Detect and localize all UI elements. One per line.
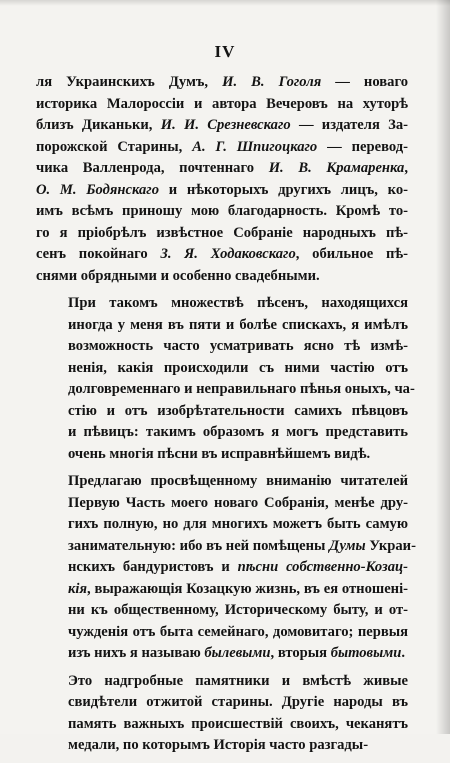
text-line: [36, 536, 416, 558]
text-line: [36, 422, 408, 444]
text-line: [36, 137, 408, 159]
text-line: [36, 201, 408, 223]
text-run: — новаго: [321, 74, 408, 90]
text-run: ,: [404, 160, 409, 176]
text-line: [36, 266, 408, 288]
text-line: [36, 514, 408, 536]
italic-name: И. И. Срезневскаго: [160, 117, 291, 133]
text-line: [36, 72, 408, 94]
italic-name: И. В. Крамаренка: [268, 160, 405, 176]
text-run: ненія, какія происходили съ ними частію отъ: [68, 359, 408, 376]
text-run: чужденія отъ быта семейнаго, домовитаго; первыя: [68, 623, 408, 640]
text-line: [36, 158, 408, 180]
text-line: [36, 336, 408, 358]
text-run: , обильное пѣ-: [295, 246, 408, 262]
text-run: Предлагаю просвѣщенному вниманію читателей: [68, 473, 408, 489]
italic-name: З. Я. Ходаковскаго: [160, 246, 296, 262]
italic-name: Думы: [329, 537, 366, 554]
text-run: — издателя За-: [290, 117, 408, 133]
text-run: имъ всѣмъ приношу мою благодарность. Кромѣ то-: [36, 203, 408, 219]
text-run: .: [401, 645, 405, 661]
text-run: занимательную: ибо въ ней помѣщены: [68, 537, 330, 554]
text-run: Первую Часть моего новаго Собранія, менѣе дру-: [68, 494, 408, 511]
page-body-text: [36, 72, 416, 763]
text-run: память важныхъ происшествій своихъ, чеканятъ: [68, 715, 408, 732]
text-run: порожской Старины,: [36, 138, 193, 155]
text-run: чика Валленрода, почтеннаго: [36, 160, 269, 176]
paragraph-1: [36, 72, 408, 287]
text-line: [36, 315, 408, 337]
text-run: — перевод-: [317, 138, 408, 155]
text-run: , выражающія Козацкую жизнь, въ ея отношені-: [86, 580, 408, 597]
text-run: медали, по которымъ Исторія часто разгады-: [68, 737, 369, 753]
text-run: сенъ покойнаго: [36, 246, 161, 262]
text-line: [36, 735, 408, 757]
text-line: [36, 115, 408, 137]
text-line: [36, 244, 408, 266]
text-run: Украи-: [365, 537, 416, 554]
page-edge-shadow: [436, 0, 450, 734]
text-line: [36, 557, 408, 579]
text-line: [36, 471, 408, 493]
text-line: [36, 579, 408, 601]
text-line: [36, 293, 408, 315]
text-line: [36, 692, 408, 714]
text-line: [36, 600, 408, 622]
text-run: , вторыя: [270, 645, 331, 661]
text-run: гихъ полную, но для многихъ можетъ быть самую: [68, 516, 408, 532]
text-run: нскихъ бандуристовъ и: [68, 559, 238, 575]
text-run: снями обрядными и особенно свадебными.: [36, 267, 320, 284]
text-run: стію и отъ изобрѣтательности самихъ пѣвцовъ: [68, 402, 408, 419]
text-run: историка Малороссіи и автора Вечеровъ на хуторѣ: [36, 95, 408, 112]
text-line: [36, 493, 408, 515]
text-run: близъ Диканьки,: [36, 117, 161, 133]
text-run: долговременнаго и неправильнаго пѣнья оныхъ, ча-: [68, 381, 415, 397]
paragraph-3: [36, 471, 416, 665]
page-number: IV: [214, 42, 236, 61]
text-line: [36, 671, 408, 693]
text-run: свидѣтели отжитой старины. Другіе народы въ: [68, 694, 408, 710]
page-top-shadow: [0, 0, 450, 6]
text-run: го я пріобрѣлъ извѣстное Собраніе народныхъ пѣ-: [36, 224, 408, 241]
text-run: и пѣвицъ: такимъ образомъ я могъ представить: [68, 424, 408, 440]
text-run: очень многія пѣсни въ исправнѣйшемъ видѣ.: [68, 445, 371, 462]
text-line: [36, 714, 408, 736]
text-run: ни къ общественному, Историческому быту, и от-: [68, 602, 408, 618]
text-line: [36, 622, 408, 644]
text-line: [36, 379, 415, 401]
text-run: Это надгробные памятники и вмѣстѣ живые: [68, 672, 408, 689]
text-line: [36, 223, 408, 245]
paragraph-2: [36, 293, 415, 465]
italic-name: кія: [68, 580, 87, 597]
text-run: При такомъ множествѣ пѣсенъ, находящихся: [68, 295, 408, 311]
text-line: [36, 444, 408, 466]
text-line: [36, 643, 408, 665]
paragraph-4: [36, 671, 408, 757]
text-line: [36, 401, 408, 423]
text-run: и нѣкоторыхъ другихъ лицъ, ко-: [159, 181, 408, 198]
text-run: изъ нихъ я называю: [68, 645, 205, 661]
text-run: возможность часто усматривать ясно тѣ измѣ-: [68, 338, 408, 354]
italic-name: И. В. Гоголя: [222, 74, 322, 90]
italic-name: пѣсни собственно-Козац-: [237, 559, 408, 575]
italic-name: былевыми: [204, 645, 271, 661]
text-line: [36, 358, 408, 380]
text-run: ля Украинскихъ Думъ,: [36, 74, 223, 90]
italic-name: О. М. Бодянскаго: [36, 181, 159, 198]
italic-name: А. Г. Шпигоцкаго: [192, 138, 318, 155]
text-line: [36, 94, 408, 116]
italic-name: бытовыми: [330, 645, 402, 661]
text-run: иногда у меня въ пяти и болѣе спискахъ, я имѣлъ: [68, 316, 408, 333]
text-line: [36, 180, 408, 202]
